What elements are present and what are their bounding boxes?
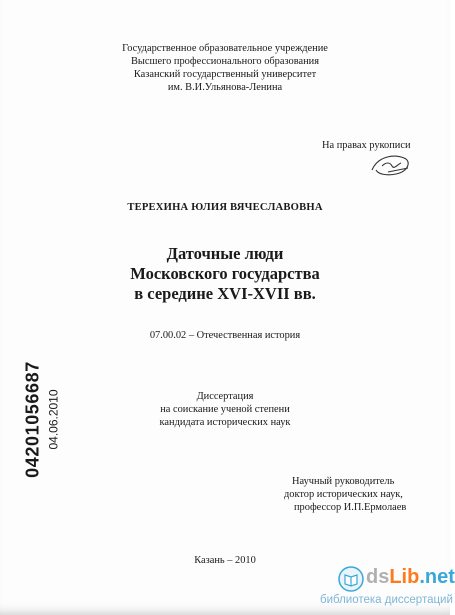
advisor-line: доктор исторических наук, — [284, 489, 403, 500]
title-line: Московского государства — [130, 264, 320, 283]
watermark-logo — [366, 566, 455, 589]
rights-note: На правах рукописи — [322, 140, 411, 151]
title-line: в середине XVI-XVII вв. — [134, 284, 316, 303]
watermark-lib: Lib — [389, 566, 420, 588]
author-name: ТЕРЕХИНА ЮЛИЯ ВЯЧЕСЛАВОВНА — [127, 202, 323, 213]
watermark-net: .net — [419, 566, 455, 588]
institution-line: Высшего профессионального образования — [130, 56, 319, 67]
dissertation-type — [0, 390, 450, 429]
dissertation-title — [0, 244, 450, 304]
signature-icon — [368, 150, 414, 180]
dissertation-line: кандидата исторических наук — [159, 417, 291, 428]
dissertation-line: на соискание ученой степени — [160, 404, 290, 415]
dslib-watermark[interactable] — [318, 566, 455, 612]
specialty-code: 07.00.02 – Отечественная история — [149, 330, 301, 341]
watermark-subtitle: библиотека диссертаций — [320, 594, 453, 606]
advisor-line: Научный руководитель — [292, 476, 395, 487]
book-icon — [338, 566, 364, 592]
title-line: Даточные люди — [166, 244, 284, 263]
institution-line: Государственное образовательное учреждение — [122, 43, 328, 54]
library-stamp — [22, 345, 61, 495]
institution-line: Казанский государственный университет — [133, 69, 317, 80]
scientific-advisor — [284, 475, 406, 514]
institution-header — [0, 42, 450, 94]
advisor-line: профессор И.П.Ермолаев — [294, 502, 407, 513]
stamp-date: 04.06.2010 — [46, 389, 61, 450]
institution-line: им. В.И.Ульянова-Ленина — [167, 82, 283, 93]
city-year: Казань – 2010 — [194, 555, 256, 566]
watermark-ds: ds — [366, 566, 390, 588]
dissertation-line: Диссертация — [196, 391, 254, 402]
stamp-code: 04201056687 — [22, 361, 43, 478]
